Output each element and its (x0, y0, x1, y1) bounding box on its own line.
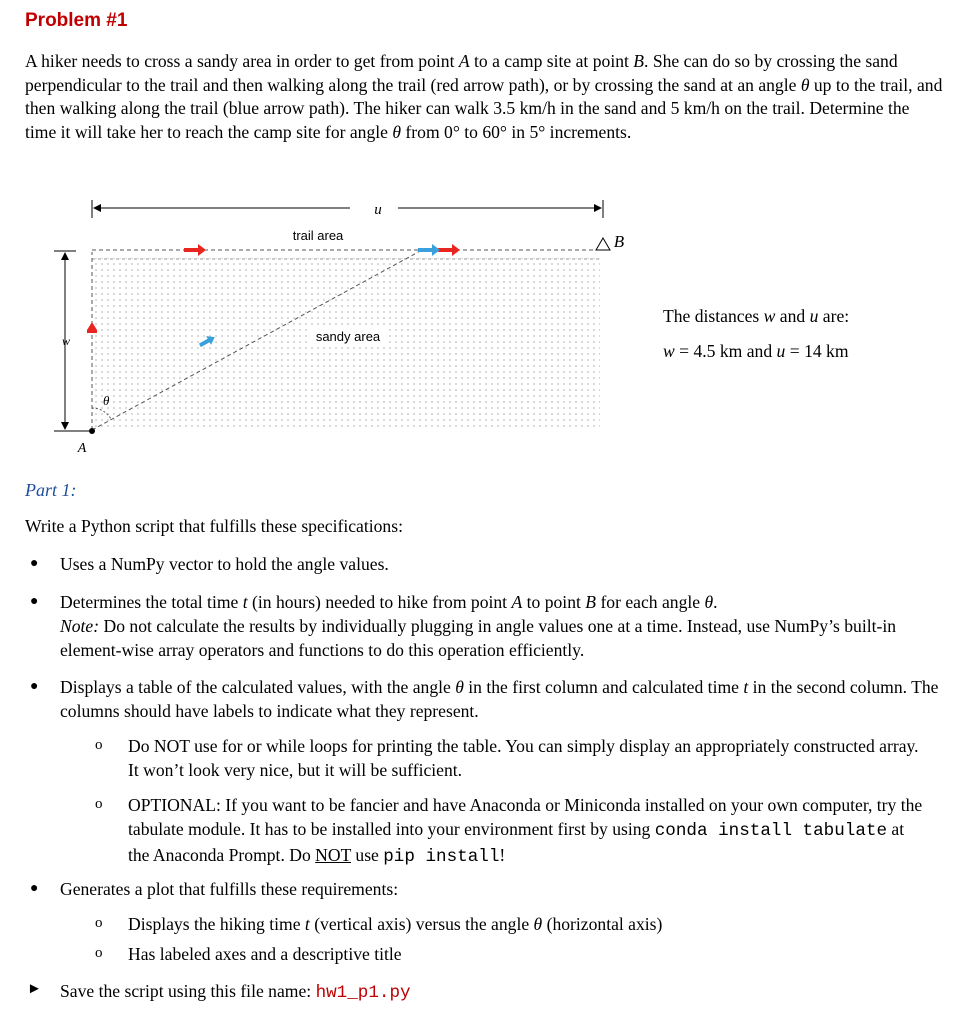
theta-label: θ (103, 393, 110, 408)
bullet-marker: ● (30, 594, 39, 609)
u-arrow-left (93, 204, 101, 212)
w-arrow-top (61, 252, 69, 260)
problem-statement: A hiker needs to cross a sandy area in order to get from point A to a camp site at point B. She can do so by crossing the sand perpendicular to the trail and then walking along the trail (red arrow path), or by crossing the sand at an angle θ up to the trail, and then walking along the trail (blue arrow path). The hiker can walk 3.5 km/h in the sand and 5 km/h on the trail. Determine the time it will take her to reach the camp site for angle θ from 0° to 60° in 5° increments. (25, 51, 943, 142)
arrow-marker: ► (27, 981, 42, 997)
problem-title: Problem #1 (25, 10, 128, 31)
spec-intro: Write a Python script that fulfills these specifications: (25, 516, 403, 536)
trail-band (92, 240, 600, 258)
sub-bullet-labels: Has labeled axes and a descriptive title (128, 944, 402, 964)
distances-label: The distances w and u are: (663, 306, 850, 326)
save-filename: hw1_p1.py (315, 983, 411, 1003)
sub-bullet-marker: o (95, 737, 103, 753)
point-a (89, 428, 95, 434)
sub-bullet-axes: Displays the hiking time t (vertical axis) versus the angle θ (horizontal axis) (128, 914, 663, 934)
trail-area-label: trail area (292, 228, 344, 243)
w-label: w (61, 334, 71, 348)
sub-bullet-marker: o (95, 796, 103, 812)
point-a-label: A (77, 441, 87, 456)
sub-bullet-no-loops: Do NOT use for or while loops for printing the table. You can simply display an appropriately constructed array. It won’t look very nice, but it will be sufficient. (128, 736, 919, 780)
save-instruction: Save the script using this file name: hw1_p1.py (60, 981, 411, 1003)
sandy-area-label: sandy area (315, 329, 381, 344)
distances-values: w = 4.5 km and u = 14 km (663, 341, 849, 361)
hiker-diagram (40, 190, 640, 465)
sub-bullet-marker: o (95, 945, 103, 961)
bullet-table: Displays a table of the calculated values, with the angle θ in the first column and calculated time t in the second column. The columns should have labels to indicate what they represent. (60, 677, 939, 721)
sub-bullet-optional-tabulate: OPTIONAL: If you want to be fancier and have Anaconda or Miniconda installed on your own computer, try the tabulate module. It has to be installed into your environment first by using conda install tabulate at the Anaconda Prompt. Do NOT use pip install! (128, 795, 923, 867)
bullet-marker: ● (30, 556, 39, 571)
bullet-numpy-vector: Uses a NumPy vector to hold the angle values. (60, 554, 389, 574)
bullet-marker: ● (30, 881, 39, 896)
bullet-plot: Generates a plot that fulfills these requirements: (60, 879, 399, 899)
u-arrow-right (594, 204, 602, 212)
w-arrow-bottom (61, 422, 69, 430)
u-label: u (374, 202, 382, 218)
bullet-total-time: Determines the total time t (in hours) needed to hike from point A to point B for each angle θ. Note: Do not calculate the results by individually plugging in angle values one at a time. Instead, use NumPy’s built-in element-wise array operators and functions to do this operation efficiently. (60, 592, 897, 660)
sub-bullet-marker: o (95, 915, 103, 931)
point-b-label: B (613, 232, 625, 251)
part-heading: Part 1: (25, 480, 77, 500)
bullet-marker: ● (30, 679, 39, 694)
